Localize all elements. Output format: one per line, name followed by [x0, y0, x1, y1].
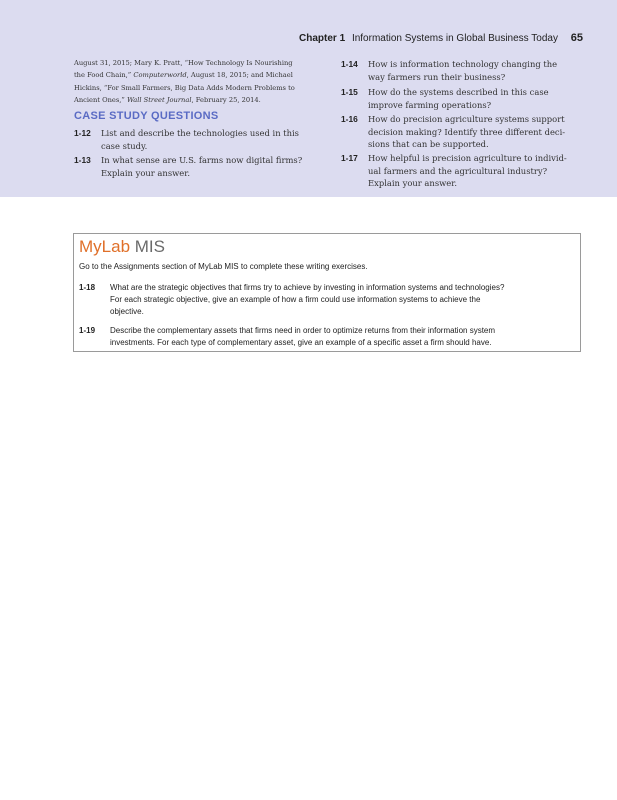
chapter-title: Information Systems in Global Business Today [351, 33, 558, 44]
case-study-heading: CASE STUDY QUESTIONS [74, 110, 219, 122]
case-question: 1-15 How do the systems described in this case improve farming operations? [341, 87, 549, 110]
mylab-box [73, 233, 581, 352]
mylab-title: MyLab MIS [79, 237, 165, 256]
mylab-intro: Go to the Assignments section of MyLab MIS to complete these writing exercises. [79, 262, 368, 271]
exercise-number: 1-18 [79, 283, 96, 292]
question-number: 1-15 [341, 87, 358, 97]
exercise-number: 1-19 [79, 326, 96, 335]
citation-line: the Food Chain,” Computerworld, August 18, 2015; and Michael [74, 71, 293, 80]
question-number: 1-12 [74, 128, 91, 138]
question-number: 1-13 [74, 155, 91, 165]
citation-line: Ancient Ones,” Wall Street Journal, February 25, 2014. [74, 96, 261, 105]
citation [74, 57, 332, 107]
running-head [299, 32, 583, 44]
citation-line: August 31, 2015; Mary K. Pratt, “How Technology Is Nourishing [74, 59, 293, 67]
case-question: 1-13 In what sense are U.S. farms now digital firms? Explain your answer. [74, 155, 303, 178]
page-number: 65 [570, 32, 583, 44]
case-question: 1-16 How do precision agriculture systems support decision making? Identify three different deci- sions that can be supported. [341, 114, 566, 150]
chapter-label: Chapter 1 [299, 33, 346, 44]
case-question: 1-17 How helpful is precision agriculture to individ- ual farmers and the agricultural industry? Explain your answer. [341, 153, 567, 189]
question-number: 1-14 [341, 59, 358, 69]
mylab-brand: MyLab [79, 237, 131, 256]
mylab-exercise: 1-18 What are the strategic objectives that firms try to achieve by investing in information systems and technologies? For each strategic objective, give an example of how a firm could use information systems to achieve the objective. [79, 283, 505, 317]
question-number: 1-17 [341, 153, 358, 163]
question-number: 1-16 [341, 114, 358, 124]
citation-line: Hickins, “For Small Farmers, Big Data Adds Modern Problems to [74, 83, 295, 92]
case-question: 1-14 How is information technology changing the way farmers run their business? [341, 59, 558, 82]
mylab-exercise: 1-19 Describe the complementary assets that firms need in order to optimize returns from their information system investments. For each type of complementary asset, give an example of a specific asset a firm should have. [79, 326, 496, 348]
case-question: 1-12 List and describe the technologies used in this case study. [74, 128, 299, 151]
